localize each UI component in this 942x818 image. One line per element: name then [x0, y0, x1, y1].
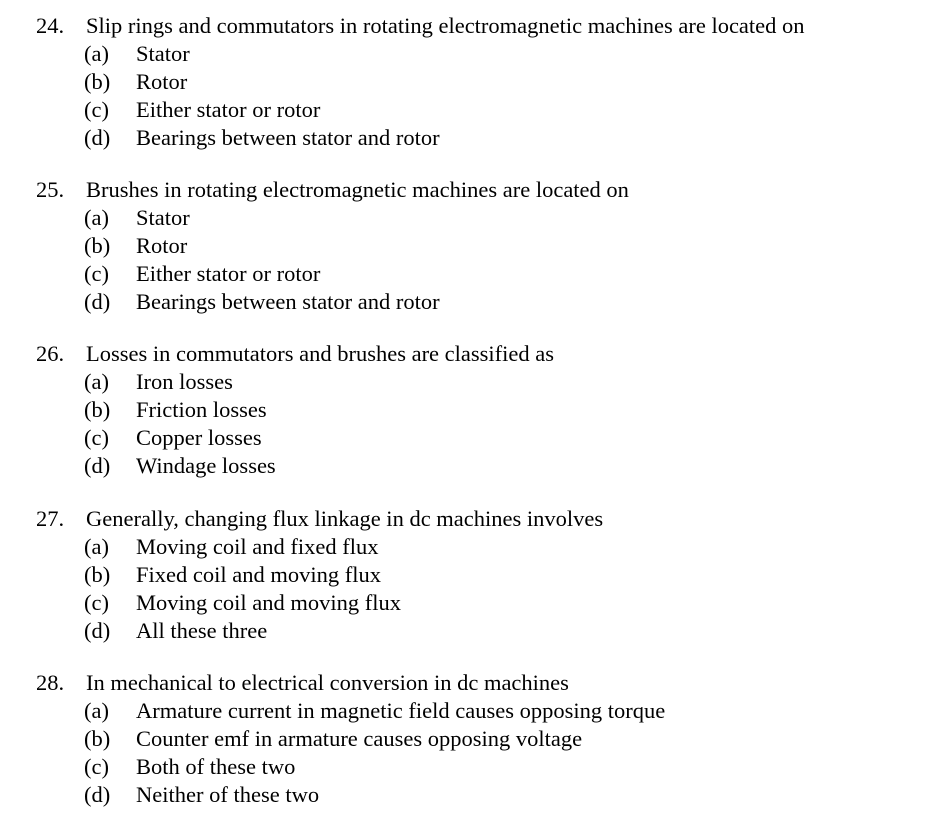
option-b — [36, 561, 936, 589]
option-d — [36, 781, 936, 809]
question-stem — [36, 340, 936, 368]
option-key: (c) — [84, 97, 109, 122]
option-text: Fixed coil and moving flux — [136, 562, 381, 587]
option-d — [36, 288, 936, 316]
option-key: (b) — [84, 69, 111, 94]
option-key: (c) — [84, 754, 109, 779]
option-text: Moving coil and moving flux — [136, 590, 401, 615]
question-text: Brushes in rotating electromagnetic machines are located on — [86, 177, 629, 202]
option-b — [36, 396, 936, 424]
option-text: Rotor — [136, 69, 188, 94]
option-text: Armature current in magnetic field causes opposing torque — [136, 698, 666, 723]
option-key: (b) — [84, 233, 111, 258]
option-key: (c) — [84, 425, 109, 450]
option-text: Neither of these two — [136, 782, 320, 807]
option-d — [36, 617, 936, 645]
option-key: (b) — [84, 726, 111, 751]
question-stem — [36, 669, 936, 697]
option-b — [36, 232, 936, 260]
option-text: Either stator or rotor — [136, 97, 321, 122]
question-text: Losses in commutators and brushes are classified as — [86, 341, 555, 366]
option-a — [36, 533, 936, 561]
option-b — [36, 68, 936, 96]
option-text: Bearings between stator and rotor — [136, 289, 440, 314]
option-text: Stator — [136, 205, 190, 230]
option-b — [36, 725, 936, 753]
question-27 — [36, 505, 936, 645]
option-text: Friction losses — [136, 397, 267, 422]
option-key: (a) — [84, 369, 109, 394]
option-key: (a) — [84, 534, 109, 559]
option-a — [36, 697, 936, 725]
option-a — [36, 204, 936, 232]
option-d — [36, 452, 936, 480]
option-text: Stator — [136, 41, 190, 66]
option-text: Rotor — [136, 233, 188, 258]
question-text: In mechanical to electrical conversion in dc machines — [86, 670, 569, 695]
question-24 — [36, 12, 936, 152]
option-text: Either stator or rotor — [136, 261, 321, 286]
option-text: Both of these two — [136, 754, 296, 779]
question-text: Slip rings and commutators in rotating electromagnetic machines are located on — [86, 13, 805, 38]
option-key: (c) — [84, 261, 109, 286]
question-stem — [36, 176, 936, 204]
option-text: Windage losses — [136, 453, 276, 478]
option-text: Iron losses — [136, 369, 233, 394]
question-number: 24. — [36, 13, 65, 38]
option-c — [36, 589, 936, 617]
option-text: All these three — [136, 618, 268, 643]
question-stem — [36, 12, 936, 40]
option-text: Counter emf in armature causes opposing voltage — [136, 726, 583, 751]
option-d — [36, 124, 936, 152]
option-key: (d) — [84, 782, 111, 807]
option-key: (b) — [84, 397, 111, 422]
option-c — [36, 424, 936, 452]
option-a — [36, 40, 936, 68]
question-25 — [36, 176, 936, 316]
option-key: (a) — [84, 41, 109, 66]
question-number: 28. — [36, 670, 65, 695]
question-number: 25. — [36, 177, 65, 202]
option-c — [36, 96, 936, 124]
option-text: Moving coil and fixed flux — [136, 534, 379, 559]
question-stem — [36, 505, 936, 533]
question-28 — [36, 669, 936, 809]
option-key: (a) — [84, 698, 109, 723]
option-key: (d) — [84, 618, 111, 643]
question-26 — [36, 340, 936, 480]
question-text: Generally, changing flux linkage in dc machines involves — [86, 506, 604, 531]
option-c — [36, 753, 936, 781]
option-key: (c) — [84, 590, 109, 615]
option-key: (d) — [84, 453, 111, 478]
option-a — [36, 368, 936, 396]
option-c — [36, 260, 936, 288]
option-key: (a) — [84, 205, 109, 230]
option-text: Copper losses — [136, 425, 262, 450]
question-number: 27. — [36, 506, 65, 531]
option-key: (d) — [84, 125, 111, 150]
option-text: Bearings between stator and rotor — [136, 125, 440, 150]
question-number: 26. — [36, 341, 65, 366]
option-key: (d) — [84, 289, 111, 314]
option-key: (b) — [84, 562, 111, 587]
